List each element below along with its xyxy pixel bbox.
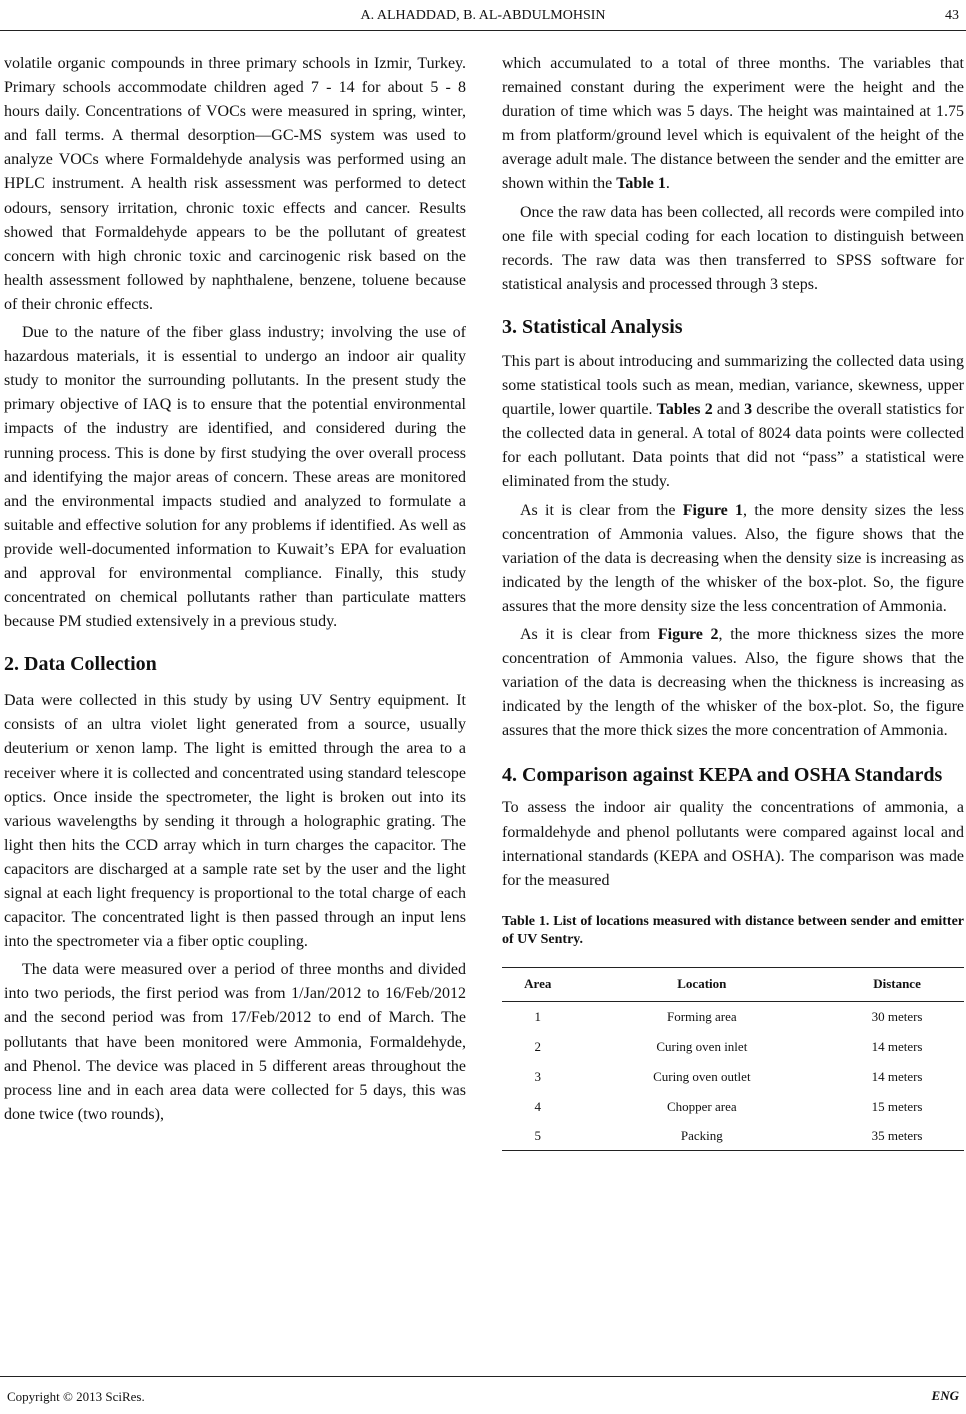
section-heading-data-collection: 2. Data Collection <box>4 653 157 676</box>
table-cell-distance: 30 meters <box>871 1008 923 1024</box>
table-header-location: Location <box>574 967 831 1001</box>
paragraph-variables: which accumulated to a total of three months. The variables that remained constant during the experiment were the height and the duration of time which was 5 days. The height was maintained at 1.75 m from platform/ground level which is equivalent of the height of the average adult male. The distance between the sender and the emitter are shown within the Table 1. <box>502 55 964 193</box>
paragraph-figure-2: As it is clear from Figure 2, the more thickness sizes the more concentration of Ammonia values. Also, the figure shows that the variation of the data is decreasing when the thickness is increasing as indicated by the length of the whisker of the box-plot. So, the figure assures that the more thick sizes the more concentration of Ammonia. <box>502 625 965 740</box>
table-cell-area: 1 <box>534 1008 542 1024</box>
table-cell-distance: 14 meters <box>871 1068 923 1084</box>
table-3-reference: 3 <box>744 401 753 419</box>
table-cell-area: 4 <box>534 1098 542 1114</box>
footer-rule <box>0 1376 966 1377</box>
table-cell-location: Curing oven inlet <box>656 1038 748 1054</box>
table-cell-distance: 35 meters <box>830 1122 964 1151</box>
tables-2-reference: Tables 2 <box>656 401 713 419</box>
running-head <box>0 8 966 30</box>
table-caption: Table 1. List of locations measured with distance between sender and emitter of UV Sentry. <box>502 913 964 947</box>
section-heading-comparison: 4. Comparison against KEPA and OSHA Standards <box>502 764 943 787</box>
header-rule <box>0 30 966 31</box>
table-header-distance: Distance <box>830 967 964 1001</box>
paragraph-uv-sentry: Data were collected in this study by using UV Sentry equipment. It consists of an ultra violet light generated from a source, usually deuterium or xenon lamp. The light is emitted through the area to a receiver where it is collected and concentrated using standard telescope optics. Once inside the spectrometer, the light is broken out into its various wavelengths by sending it through a holographic grating. The light then hits the CCD array which in turn charges the capacitor. The capacitors are discharged at a sample rate set by the user and the light signal at each light frequency is proportional to the total charge of each capacitor. The concentrated light is then passed through an input lens into the spectrometer via a fiber optic coupling. <box>4 692 466 951</box>
table-row <box>502 1092 964 1122</box>
table-row <box>502 1032 964 1062</box>
table-cell-area: 3 <box>534 1068 542 1084</box>
copyright-notice: Copyright © 2013 SciRes. <box>7 1389 145 1404</box>
table-header-area: Area <box>502 967 574 1001</box>
table-cell-area: 5 <box>502 1122 574 1151</box>
table-row <box>502 1122 964 1151</box>
table-cell-location: Chopper area <box>666 1098 737 1114</box>
figure-1-reference: Figure 1 <box>682 501 744 519</box>
paragraph-statistics: This part is about introducing and summarizing the collected data using some statistical tools such as mean, median, variance, skewness, upper quartile, lower quartile. Tables 2 and 3 describe the overall statistics for the collected data in general. A total of 8024 data points were collected for each pollutant. Data points that did not “pass” a statistical were eliminated from the study. <box>502 352 964 491</box>
table-cell-location: Packing <box>574 1122 831 1151</box>
right-column <box>502 52 964 1151</box>
paragraph-voc-study: volatile organic compounds in three primary schools in Izmir, Turkey. Primary schools accommodate children aged 7 - 14 for about 5 - 8 hours daily. Concentrations of VOCs were measured in spring, winter, and fall terms. A thermal desorption—GC-MS system was used to analyze VOCs where Formaldehyde analysis was performed using an HPLC instrument. A health risk assessment was performed to detect odours, sensory irritation, chronic toxic effects and cancer. Results showed that Formaldehyde appears to be the pollutant of greatest concern with high chronic toxic and carcinogenic risk based on the health assessment followed by naphthalene, benzene, toluene because of their chronic effects. <box>4 55 466 313</box>
table-cell-distance: 14 meters <box>871 1038 923 1054</box>
paragraph-fiber-glass: Due to the nature of the fiber glass industry; involving the use of hazardous materials, it is essential to undergo an indoor air quality study to monitor the surrounding pollutants. In the present study the primary objective of IAQ is to ensure that the potential environmental impacts of the industry are identified, and considered during the running process. This is done by first studying the over overall process and identifying the major areas of concern. These areas are monitored and the environmental impacts studied and analyzed to formulate a suitable and effective solution for any problems if identified. As well as provide well-documented information to Kuwait’s EPA for evaluation and approval for environmental compliance. Finally, this study concentrated on chemical pollutants rather than particulate matters because PM studied extensively in a previous study. <box>4 324 466 631</box>
paragraph-comparison: To assess the indoor air quality the concentrations of ammonia, a formaldehyde and phenol pollutants were compared against local and international standards (KEPA and OSHA). The comparison was made for the measured <box>502 799 964 889</box>
table-cell-distance: 15 meters <box>871 1098 923 1114</box>
table-1-reference: Table 1 <box>616 175 666 193</box>
section-heading-statistical-analysis: 3. Statistical Analysis <box>502 315 683 338</box>
table-cell-location: Forming area <box>666 1008 737 1024</box>
journal-abbreviation: ENG <box>931 1388 959 1403</box>
table-cell-location: Curing oven outlet <box>653 1068 751 1084</box>
table-row <box>502 1001 964 1032</box>
left-column <box>4 52 466 1127</box>
running-head-authors: A. ALHADDAD, B. AL-ABDULMOHSIN <box>360 8 606 23</box>
page-footer <box>0 1380 966 1410</box>
paragraph-figure-1: As it is clear from the Figure 1, the more density sizes the less concentration of Ammonia values. Also, the figure shows that the variation of the data is decreasing when the density size is increasing as indicated by the length of the whisker of the box-plot. So, the figure assures that the more density size the less concentration of Ammonia. <box>502 501 964 615</box>
paragraph-raw-data: Once the raw data has been collected, all records were compiled into one file with special coding for each location to distinguish between records. The raw data was then transferred to SPSS software for statistical analysis and processed through 3 steps. <box>502 203 964 293</box>
table-row <box>502 1062 964 1092</box>
paragraph-measurement-period: The data were measured over a period of three months and divided into two periods, the first period was from 1/Jan/2012 to 16/Feb/2012 and the second period was from 17/Feb/2012 to end of March. The pollutants that have been monitored were Ammonia, Formaldehyde, and Phenol. The device was placed in 5 different areas throughout the process line and in each area data were collected for 5 days, this was done twice (two rounds), <box>4 961 466 1123</box>
table-cell-area: 2 <box>534 1038 542 1054</box>
page-number: 43 <box>945 8 959 23</box>
locations-table <box>502 967 964 1151</box>
table-header-row <box>502 967 964 1001</box>
figure-2-reference: Figure 2 <box>657 625 719 643</box>
